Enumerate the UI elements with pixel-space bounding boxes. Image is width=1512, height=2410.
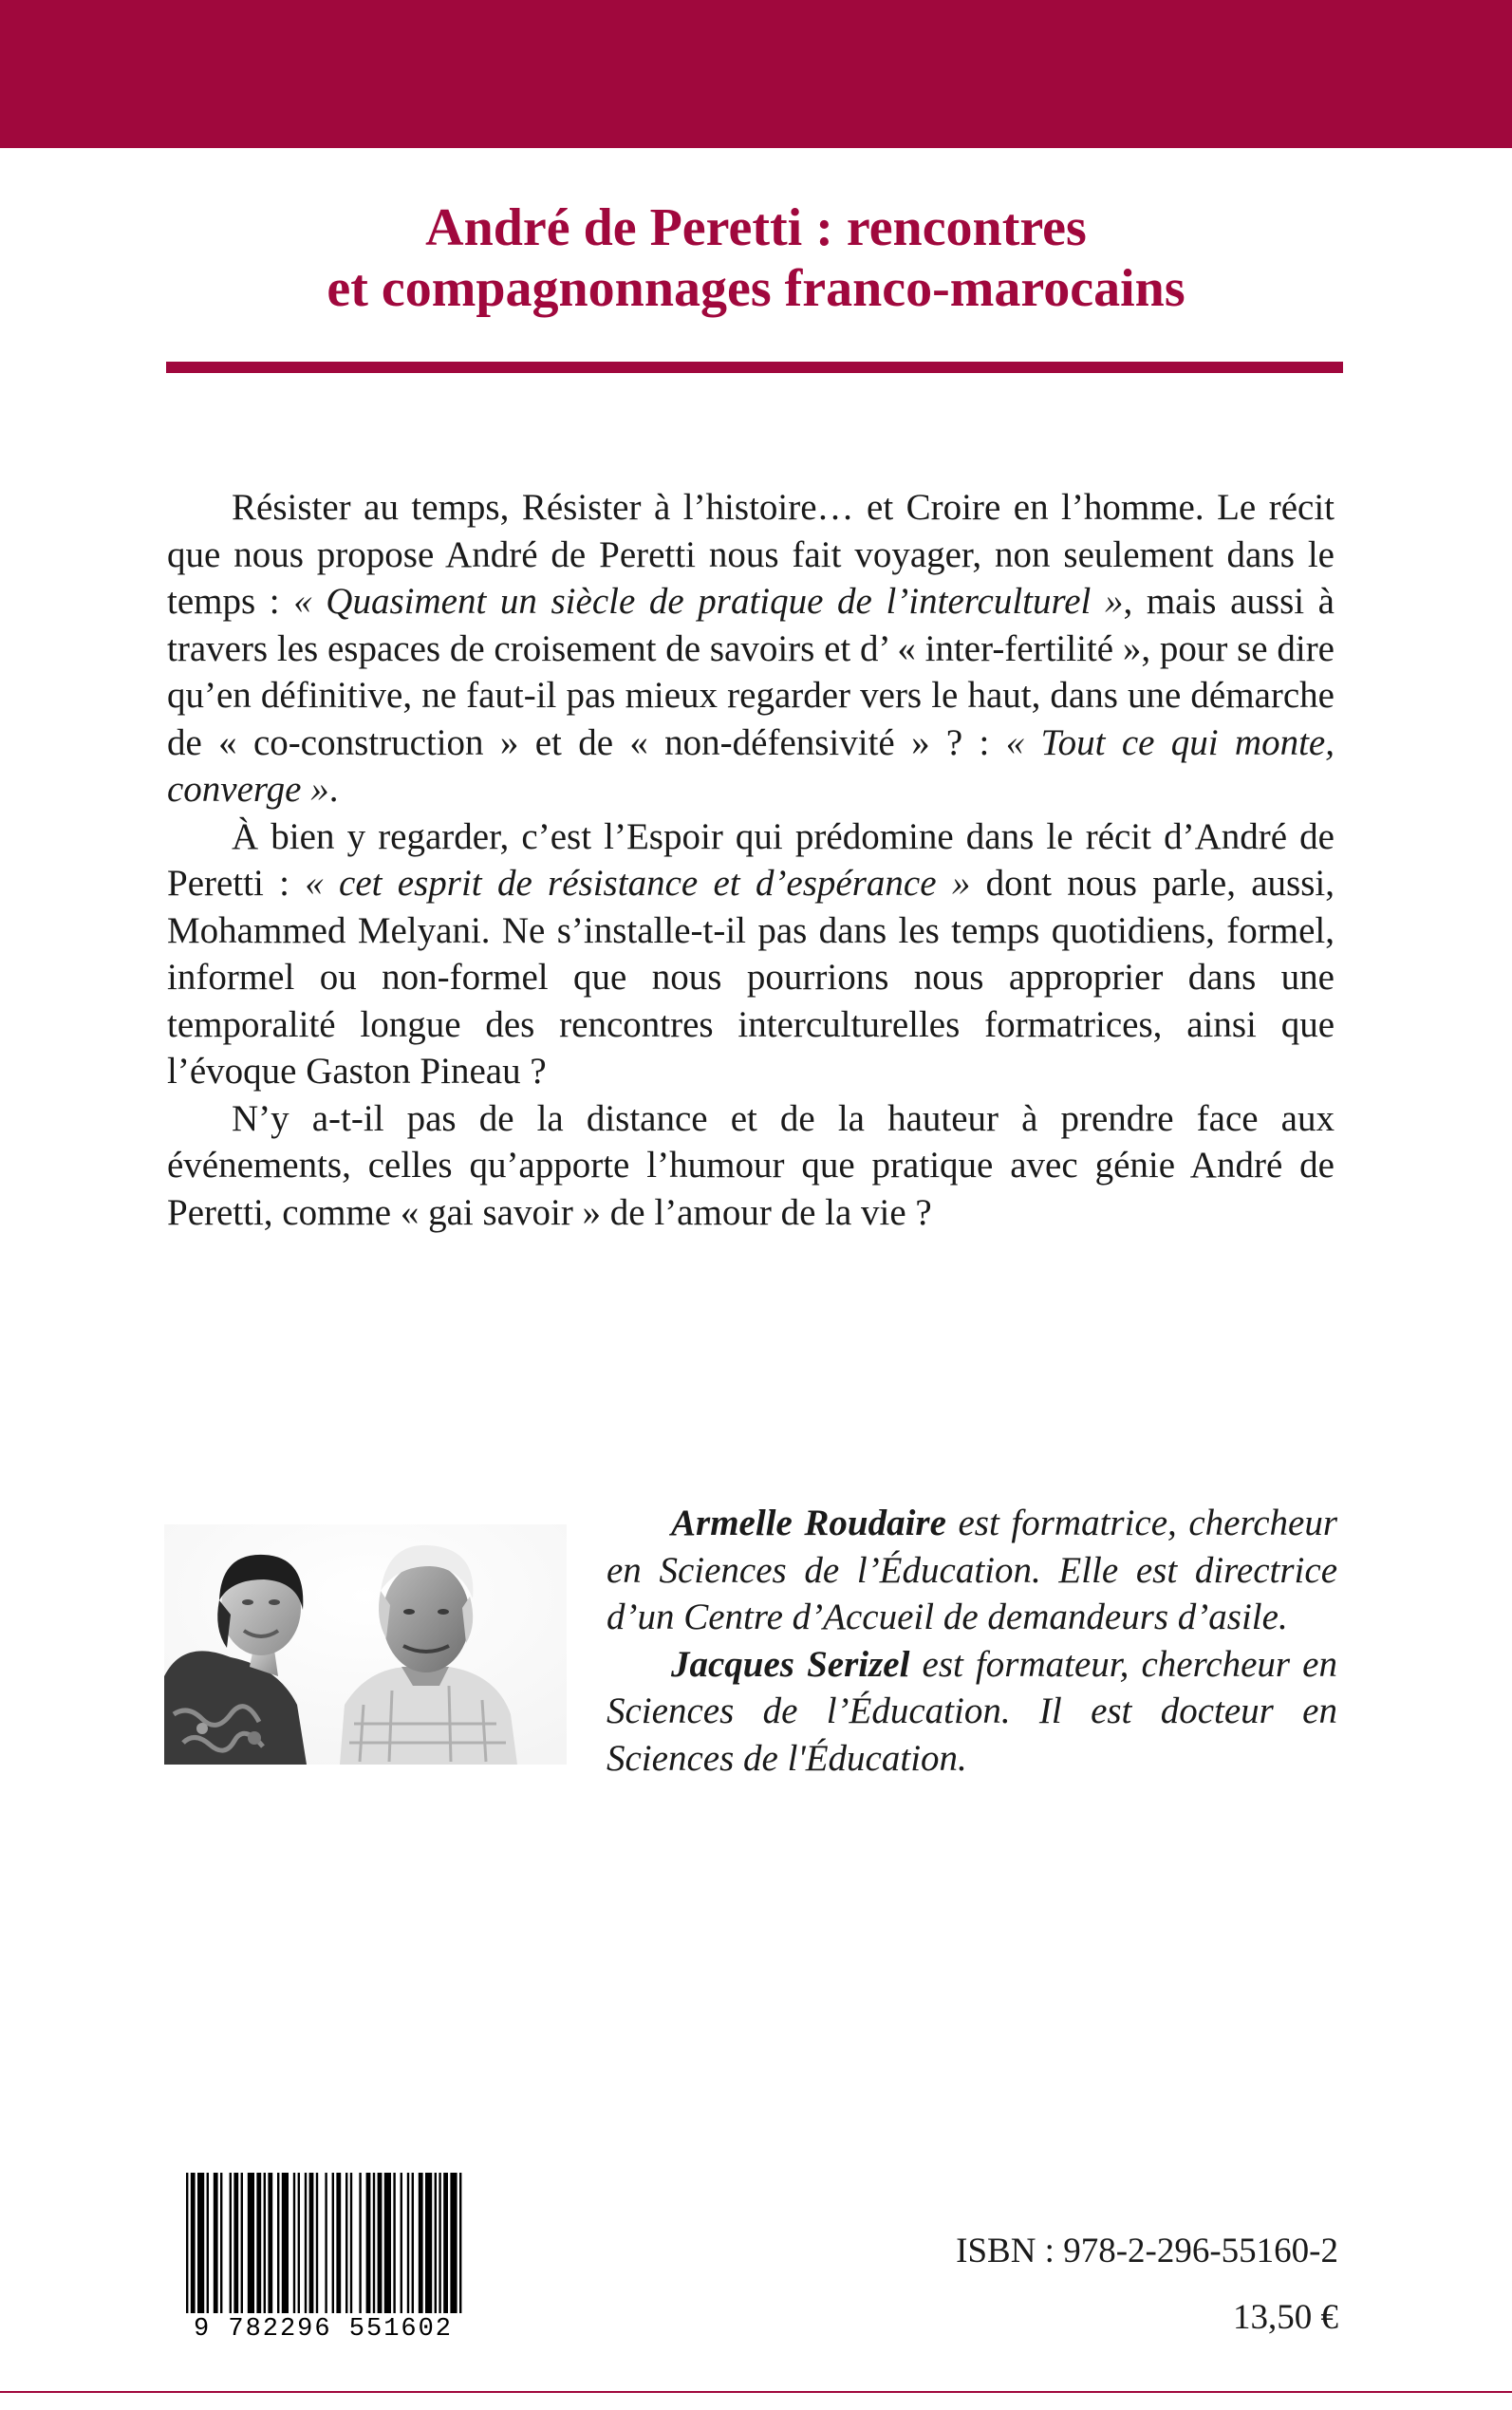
barcode-bar [316, 2173, 318, 2315]
bio-armelle-roudaire: Armelle Roudaire est formatrice, chercheur en Sciences de l’Éducation. Elle est directrice d’un Centre d’Accueil de demandeurs d’asile. [607, 1503, 1337, 1637]
barcode-bar [443, 2173, 448, 2315]
barcode-bar [407, 2173, 409, 2315]
barcode-bar [359, 2173, 361, 2315]
price: 13,50 € [1233, 2298, 1338, 2337]
author-name-2: Jacques Serizel [671, 1643, 910, 1685]
barcode-bar [298, 2173, 300, 2315]
barcode-bar [191, 2173, 196, 2315]
barcode-bar [435, 2173, 437, 2315]
barcode-bar [350, 2173, 352, 2315]
barcode-bar [268, 2173, 272, 2315]
barcode-bar [450, 2173, 457, 2315]
blurb-paragraph-2: À bien y regarder, c’est l’Espoir qui prédomine dans le récit d’André de Peretti : « cet esprit de résistance et d’espérance » dont nous parle, aussi, Mohammed Melyani. Ne s’installe-t-il pas dans les temps quotidiens, formel, informel ou non-formel que nous pourrions nous approprier dans une temporalité longue des rencontres interculturelles formatrices, ainsi que l’évoque Gaston Pineau ? [167, 815, 1335, 1092]
barcode-bar [248, 2173, 254, 2315]
barcode-bar [230, 2173, 232, 2315]
barcode-bar [309, 2173, 314, 2315]
top-color-band [0, 0, 1512, 148]
back-cover-blurb [167, 484, 1335, 1236]
barcode-bar [293, 2173, 295, 2315]
quote-converge: « Tout ce qui monte, converge » [167, 721, 1335, 810]
barcode-bar [241, 2173, 243, 2315]
barcode-bar [366, 2173, 371, 2315]
author-name-1: Armelle Roudaire [671, 1503, 946, 1543]
book-title [114, 197, 1398, 319]
barcode-bar [425, 2173, 432, 2315]
title-line-2: et compagnonnages franco-marocains [327, 259, 1185, 318]
barcode-bar [214, 2173, 218, 2315]
barcode-bar [305, 2173, 307, 2315]
barcode-bar [325, 2173, 327, 2315]
barcode-bar [419, 2173, 423, 2315]
isbn-number: ISBN : 978-2-296-55160-2 [956, 2232, 1338, 2270]
barcode-bar [264, 2173, 266, 2315]
barcode-bar [345, 2173, 347, 2315]
blurb-paragraph-1: Résister au temps, Résister à l’histoire… et Croire en l’homme. Le récit que nous propose André de Peretti nous fait voyager, non seulement dans le temps : « Quasiment un siècle de pratique de l’interculturel », mais aussi à travers les espaces de croisement de savoirs et d’ « inter-fertilité », pour se dire qu’en définitive, ne faut-il pas mieux regarder vers le haut, dans une démarche de « co-construction » et de « non-défensivité » ? : « Tout ce qui monte, converge ». [167, 487, 1335, 810]
barcode-bar [207, 2173, 209, 2315]
barcode-bar [277, 2173, 279, 2315]
quote-interculturel: « Quasiment un siècle de pratique de l’interculturel » [293, 581, 1124, 622]
barcode-bar [197, 2173, 204, 2315]
barcode-bar [186, 2173, 188, 2315]
barcode-bar [336, 2173, 341, 2315]
barcode-bar [220, 2173, 222, 2315]
title-line-1: André de Peretti : rencontres [425, 198, 1087, 257]
bottom-rule [0, 2391, 1512, 2393]
barcode-bar [256, 2173, 261, 2315]
barcode-bar [378, 2173, 383, 2315]
blurb-paragraph-3: N’y a-t-il pas de la distance et de la hauteur à prendre face aux événements, celles qu’apporte l’humour que pratique avec génie André de Peretti, comme « gai savoir » de l’amour de la vie ? [167, 1097, 1335, 1233]
isbn-barcode [167, 2171, 479, 2350]
author-bios [607, 1500, 1337, 1782]
barcode-bar [439, 2173, 440, 2315]
barcode-bar [393, 2173, 395, 2315]
authors-photo [164, 1524, 567, 1765]
barcode-bar [373, 2173, 375, 2315]
barcode-bar [401, 2173, 402, 2315]
barcode-bar [384, 2173, 391, 2315]
barcode-bar [332, 2173, 334, 2315]
barcode-bar [412, 2173, 414, 2315]
barcode-bar [233, 2173, 238, 2315]
title-underline-rule [166, 362, 1343, 373]
barcode-bar [282, 2173, 289, 2315]
barcode-digits: 9 782296 551602 [167, 2313, 479, 2345]
barcode-bar [459, 2173, 461, 2315]
bio-jacques-serizel: Jacques Serizel est formateur, chercheur en Sciences de l’Éducation. Il est docteur en Sciences de l'Éducation. [607, 1643, 1337, 1779]
quote-esperance: « cet esprit de résistance et d’espérance » [305, 863, 971, 904]
